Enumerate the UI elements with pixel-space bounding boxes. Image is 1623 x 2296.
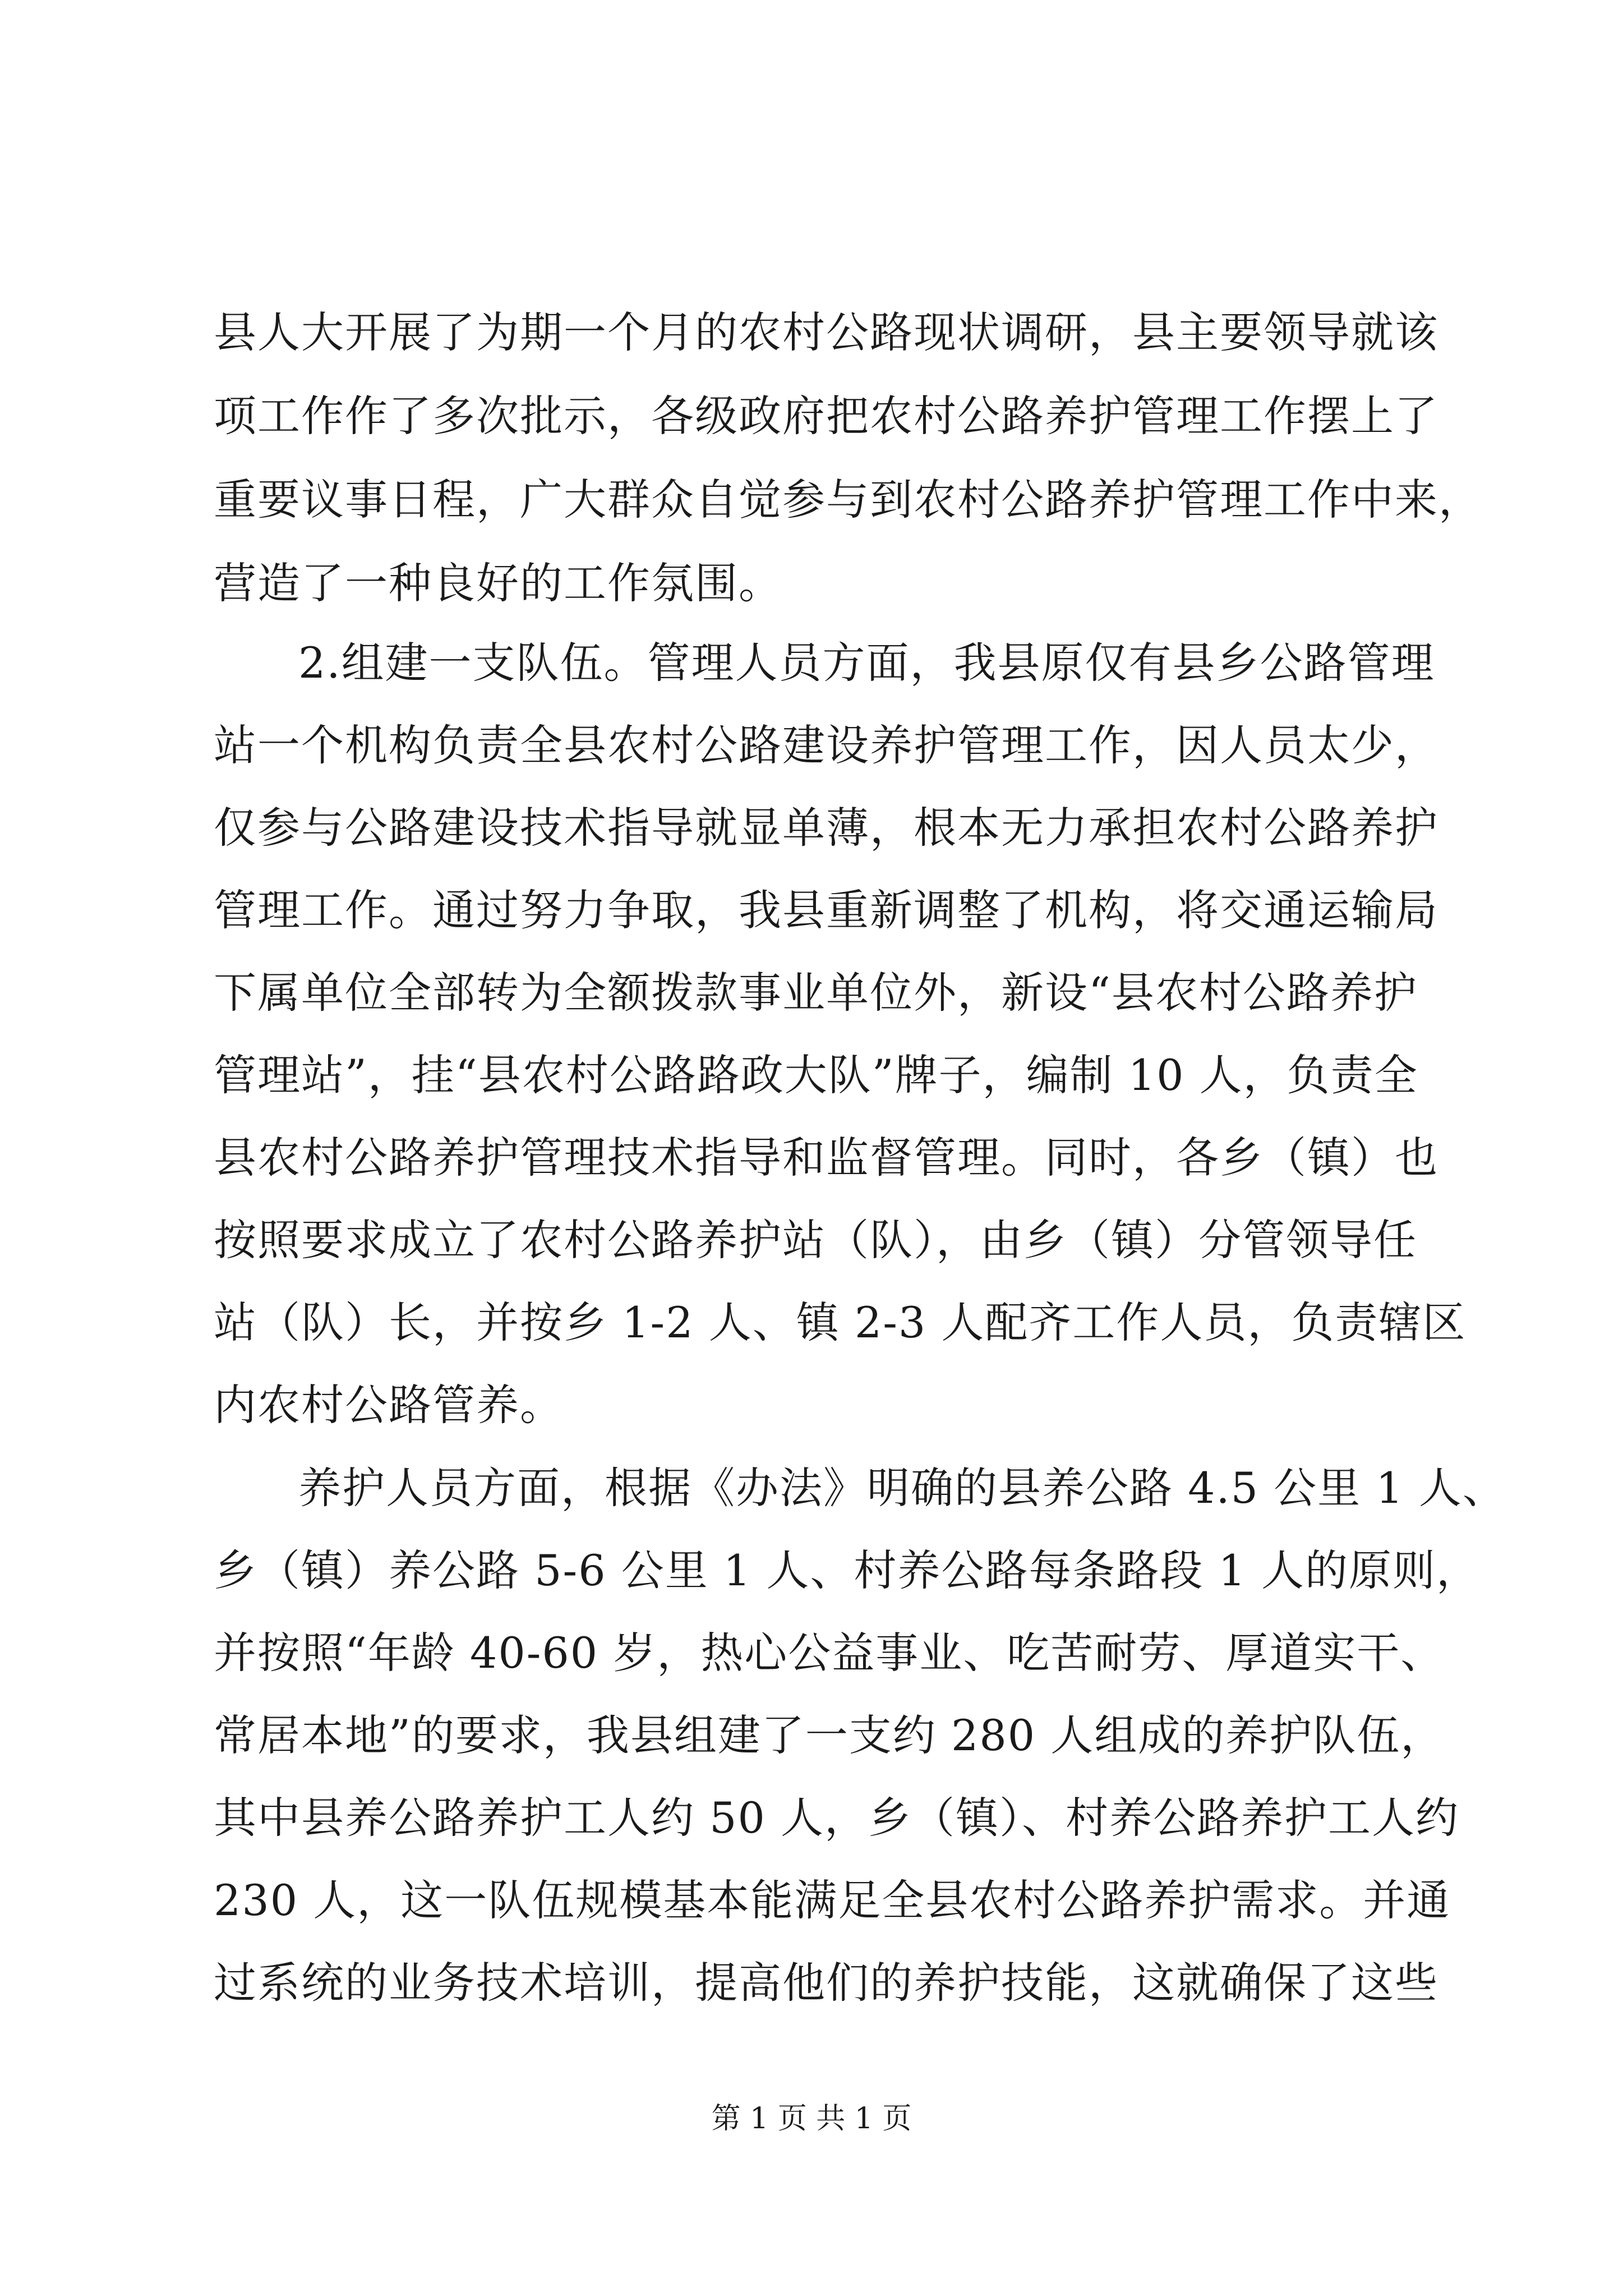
text-line: 按照要求成立了农村公路养护站（队），由乡（镇）分管领导任 (214, 1215, 1417, 1265)
text-line: 站（队）长，并按乡 1-2 人、镇 2-3 人配齐工作人员，负责辖区 (214, 1297, 1467, 1347)
text-line: 乡（镇）养公路 5-6 公里 1 人、村养公路每条路段 1 人的原则， (214, 1545, 1481, 1595)
text-line: 县农村公路养护管理技术指导和监督管理。同时，各乡（镇）也 (214, 1133, 1438, 1182)
paragraph-start-line: 养护人员方面，根据《办法》明确的县养公路 4.5 公里 1 人、 (298, 1463, 1506, 1513)
text-line: 仅参与公路建设技术指导就显单薄，根本无力承担农村公路养护 (214, 803, 1438, 853)
text-line: 项工作作了多次批示，各级政府把农村公路养护管理工作摆上了 (214, 391, 1438, 441)
page-footer: 第 1 页 共 1 页 (711, 2102, 912, 2136)
text-line: 管理工作。通过努力争取，我县重新调整了机构，将交通运输局 (214, 885, 1438, 935)
text-line: 230 人，这一队伍规模基本能满足全县农村公路养护需求。并通 (214, 1875, 1451, 1925)
text-line: 县人大开展了为期一个月的农村公路现状调研，县主要领导就该 (214, 307, 1438, 357)
text-line: 站一个机构负责全县农村公路建设养护管理工作，因人员太少， (214, 720, 1438, 770)
text-line: 下属单位全部转为全额拨款事业单位外，新设“县农村公路养护 (214, 968, 1418, 1018)
text-line: 重要议事日程，广大群众自觉参与到农村公路养护管理工作中来， (214, 475, 1482, 524)
paragraph-start-line: 2.组建一支队伍。管理人员方面，我县原仅有县乡公路管理 (298, 638, 1435, 688)
text-line: 内农村公路管养。 (214, 1380, 564, 1430)
text-line: 营造了一种良好的工作氛围。 (214, 558, 782, 608)
text-line: 并按照“年龄 40-60 岁，热心公益事业、吃苦耐劳、厚道实干、 (214, 1628, 1445, 1678)
text-line: 常居本地”的要求，我县组建了一支约 280 人组成的养护队伍， (214, 1710, 1445, 1760)
text-line: 过系统的业务技术培训，提高他们的养护技能，这就确保了这些 (214, 1958, 1438, 2008)
text-line: 其中县养公路养护工人约 50 人，乡（镇）、村养公路养护工人约 (214, 1793, 1460, 1843)
text-line: 管理站”，挂“县农村公路路政大队”牌子，编制 10 人，负责全 (214, 1050, 1418, 1100)
